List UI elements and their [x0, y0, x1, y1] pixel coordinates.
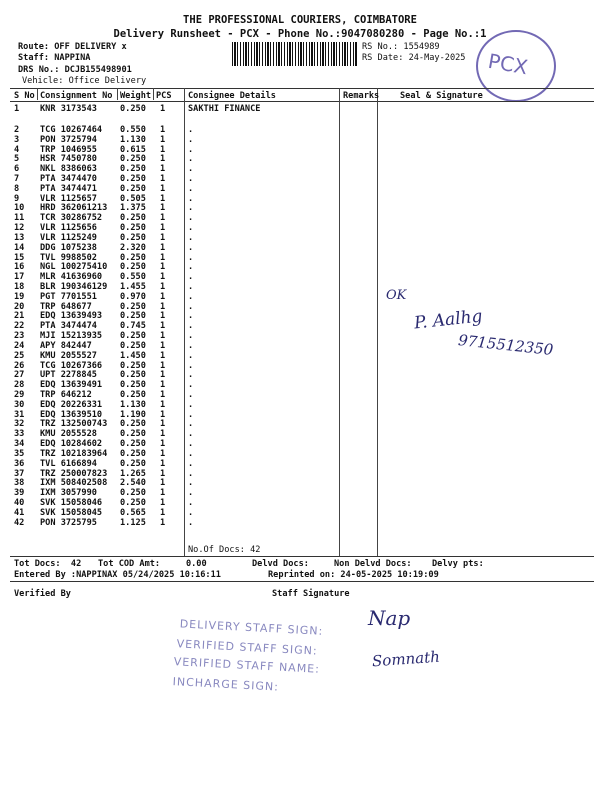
row-consignment-no: EDQ 20226331: [40, 399, 103, 410]
row-consignment-no: VLR 1125249: [40, 232, 97, 243]
row-consignee: .: [188, 203, 194, 214]
row-pcs: 1: [160, 232, 166, 243]
row-pcs: 1: [160, 164, 166, 175]
row-consignee: .: [188, 281, 194, 292]
row-weight: 0.550: [120, 272, 146, 283]
row-pcs: 1: [160, 488, 166, 499]
row-weight: 0.250: [120, 439, 146, 450]
row-consignee: .: [188, 331, 194, 341]
row-weight: 2.320: [120, 242, 146, 253]
row-pcs: 1: [160, 213, 166, 224]
row-weight: 0.250: [120, 213, 146, 224]
row-weight: 0.505: [120, 193, 146, 204]
row-weight: 0.615: [120, 144, 146, 155]
row-pcs: 1: [160, 409, 166, 420]
row-consignment-no: EDQ 13639491: [40, 380, 103, 391]
row-consignment-no: NGL 100275410: [40, 262, 108, 273]
row-weight: 0.250: [120, 380, 146, 391]
row-consignee: .: [188, 390, 194, 400]
col-divider: [37, 88, 38, 100]
row-weight: 0.250: [120, 370, 146, 381]
row-consignee: .: [188, 193, 194, 204]
row-pcs: 1: [160, 124, 166, 135]
row-consignee: .: [188, 242, 194, 253]
row-consignee: .: [188, 272, 194, 283]
staff-signature-label: Staff Signature: [272, 589, 350, 599]
row-consignment-no: DDG 1075238: [40, 242, 97, 253]
row-consignment-no: SVK 15058045: [40, 507, 103, 518]
row-consignee: .: [188, 301, 194, 312]
pcx-stamp: [476, 30, 556, 102]
row-sno: 23: [14, 331, 25, 341]
row-pcs: 1: [160, 498, 166, 508]
col-header-consignee: Consignee Details: [188, 91, 276, 101]
row-sno: 31: [14, 409, 25, 420]
stamp-line-incharge: INCHARGE SIGN:: [172, 675, 280, 694]
drs-number: DRS No.: DCJB155498901: [18, 65, 132, 75]
row-pcs: 1: [160, 321, 166, 332]
row-sno: 8: [14, 183, 20, 194]
row-consignment-no: EDQ 13639493: [40, 311, 103, 322]
row-weight: 1.130: [120, 134, 146, 145]
row-weight: 0.250: [120, 331, 146, 341]
entered-by: Entered By :NAPPINAX 05/24/2025 10:16:11: [14, 570, 221, 580]
row-consignment-no: EDQ 13639510: [40, 409, 103, 420]
tot-cod: Tot COD Amt: 0.00: [98, 559, 207, 569]
row-pcs: 1: [160, 193, 166, 204]
row-sno: 4: [14, 144, 20, 155]
row-consignment-no: TCR 30286752: [40, 213, 103, 224]
row-pcs: 1: [160, 360, 166, 371]
row-consignee: .: [188, 144, 194, 155]
row-weight: 0.250: [120, 301, 146, 312]
no-of-docs: No.Of Docs: 42: [188, 545, 261, 555]
row-pcs: 1: [160, 281, 166, 292]
row-sno: 11: [14, 213, 25, 224]
row-weight: 0.250: [120, 390, 146, 400]
row-sno: 39: [14, 488, 25, 499]
row-consignee: .: [188, 478, 194, 489]
row-consignment-no: NKL 8386063: [40, 164, 97, 175]
row-pcs: 1: [160, 380, 166, 391]
row-weight: 0.250: [120, 173, 146, 184]
row-pcs: 1: [160, 301, 166, 312]
row-consignee: .: [188, 468, 194, 479]
row-consignee: .: [188, 213, 194, 224]
row-sno: 33: [14, 429, 25, 440]
row-sno: 35: [14, 448, 25, 459]
row-consignment-no: PON 3725795: [40, 517, 97, 528]
row-consignee: .: [188, 340, 194, 351]
row-consignee: .: [188, 380, 194, 391]
row-sno: 37: [14, 468, 25, 479]
row-pcs: 1: [160, 203, 166, 214]
staff-signature-initials: Nap: [368, 606, 411, 630]
row-weight: 0.250: [120, 154, 146, 165]
row-consignment-no: KNR 3173543: [40, 104, 97, 114]
row-pcs: 1: [160, 448, 166, 459]
row-sno: 18: [14, 281, 25, 292]
footer-top-border: [10, 556, 594, 557]
row-weight: 0.250: [120, 164, 146, 175]
reprinted-on: Reprinted on: 24-05-2025 10:19:09: [268, 570, 439, 580]
row-pcs: 1: [160, 242, 166, 253]
row-consignment-no: PTA 3474474: [40, 321, 97, 332]
handwritten-signature: P. Aalhg: [413, 306, 484, 334]
non-delvd-docs: Non Delvd Docs:: [334, 559, 412, 569]
handwritten-ok: OK: [386, 288, 407, 303]
row-pcs: 1: [160, 144, 166, 155]
row-consignee: .: [188, 507, 194, 518]
row-weight: 0.250: [120, 360, 146, 371]
row-consignee: .: [188, 399, 194, 410]
row-pcs: 1: [160, 252, 166, 263]
row-weight: 0.250: [120, 488, 146, 499]
row-consignee: .: [188, 154, 194, 165]
row-consignee: .: [188, 252, 194, 263]
row-weight: 1.130: [120, 399, 146, 410]
row-sno: 40: [14, 498, 25, 508]
company-title: THE PROFESSIONAL COURIERS, COIMBATORE: [183, 14, 417, 26]
row-pcs: 1: [160, 104, 166, 114]
row-consignment-no: TRP 1046955: [40, 144, 97, 155]
row-pcs: 1: [160, 350, 166, 361]
row-pcs: 1: [160, 507, 166, 518]
row-consignee: .: [188, 448, 194, 459]
row-consignee: .: [188, 183, 194, 194]
row-consignment-no: UPT 2278845: [40, 370, 97, 381]
row-sno: 30: [14, 399, 25, 410]
row-sno: 21: [14, 311, 25, 322]
row-sno: 20: [14, 301, 25, 312]
row-pcs: 1: [160, 331, 166, 341]
row-sno: 3: [14, 134, 20, 145]
row-pcs: 1: [160, 439, 166, 450]
row-consignment-no: MLR 41636960: [40, 272, 103, 283]
row-sno: 25: [14, 350, 25, 361]
col-divider: [153, 88, 154, 100]
row-sno: 7: [14, 173, 20, 184]
col-divider: [339, 88, 340, 556]
row-consignee: .: [188, 124, 194, 135]
row-sno: 2: [14, 124, 20, 135]
row-sno: 6: [14, 164, 20, 175]
row-pcs: 1: [160, 183, 166, 194]
row-consignee: .: [188, 350, 194, 361]
row-weight: 2.540: [120, 478, 146, 489]
row-consignee: .: [188, 173, 194, 184]
row-weight: 0.970: [120, 291, 146, 302]
row-consignment-no: HRD 362061213: [40, 203, 108, 214]
route-text: Route: OFF DELIVERY x: [18, 42, 127, 52]
row-consignment-no: TRZ 102183964: [40, 448, 108, 459]
row-consignment-no: TCG 10267366: [40, 360, 103, 371]
row-sno: 5: [14, 154, 20, 165]
row-sno: 28: [14, 380, 25, 391]
vehicle-text: Vehicle: Office Delivery: [22, 76, 147, 86]
row-sno: 10: [14, 203, 25, 214]
row-consignee: .: [188, 311, 194, 322]
row-consignment-no: PTA 3474471: [40, 183, 97, 194]
row-consignee: .: [188, 134, 194, 145]
row-pcs: 1: [160, 173, 166, 184]
row-sno: 19: [14, 291, 25, 302]
row-weight: 1.190: [120, 409, 146, 420]
row-consignee: .: [188, 419, 194, 430]
col-divider: [117, 88, 118, 100]
row-weight: 1.265: [120, 468, 146, 479]
row-consignee: .: [188, 370, 194, 381]
row-weight: 0.565: [120, 507, 146, 518]
handwritten-phone: 9715512350: [457, 331, 555, 359]
row-consignment-no: IXM 3057990: [40, 488, 97, 499]
row-weight: 0.250: [120, 104, 146, 114]
row-consignment-no: KMU 2055528: [40, 429, 97, 440]
row-consignee: .: [188, 429, 194, 440]
row-pcs: 1: [160, 311, 166, 322]
row-pcs: 1: [160, 291, 166, 302]
row-weight: 0.250: [120, 223, 146, 233]
row-pcs: 1: [160, 223, 166, 233]
col-header-sno: S No: [14, 91, 35, 101]
col-header-weight: Weight: [120, 91, 152, 101]
row-weight: 0.550: [120, 124, 146, 135]
row-sno: 32: [14, 419, 25, 430]
row-pcs: 1: [160, 517, 166, 528]
footer-bottom-border: [10, 581, 594, 582]
row-consignment-no: TRP 646212: [40, 390, 92, 400]
row-weight: 1.455: [120, 281, 146, 292]
row-consignee: .: [188, 232, 194, 243]
row-weight: 0.250: [120, 232, 146, 243]
staff-signature-name: Somnath: [371, 647, 441, 671]
row-consignment-no: PTA 3474470: [40, 173, 97, 184]
row-pcs: 1: [160, 478, 166, 489]
row-consignment-no: HSR 7450780: [40, 154, 97, 165]
col-header-pcs: PCS: [156, 91, 172, 101]
row-consignee: .: [188, 360, 194, 371]
row-sno: 22: [14, 321, 25, 332]
row-sno: 29: [14, 390, 25, 400]
row-consignment-no: TRZ 132500743: [40, 419, 108, 430]
row-consignment-no: MJI 15213935: [40, 331, 103, 341]
row-weight: 0.250: [120, 340, 146, 351]
row-weight: 1.375: [120, 203, 146, 214]
row-sno: 36: [14, 458, 25, 469]
col-divider: [184, 88, 185, 556]
table-header-border: [10, 101, 594, 102]
row-sno: 17: [14, 272, 25, 283]
col-header-seal: Seal & Signature: [400, 91, 483, 101]
row-pcs: 1: [160, 429, 166, 440]
row-weight: 1.450: [120, 350, 146, 361]
delvd-docs: Delvd Docs:: [252, 559, 309, 569]
row-pcs: 1: [160, 399, 166, 410]
row-consignment-no: VLR 1125657: [40, 193, 97, 204]
row-sno: 13: [14, 232, 25, 243]
col-divider: [377, 88, 378, 556]
row-sno: 14: [14, 242, 25, 253]
row-consignee: .: [188, 223, 194, 233]
col-header-remarks: Remarks: [343, 91, 380, 101]
staff-text: Staff: NAPPINA: [18, 53, 91, 63]
row-consignment-no: BLR 190346129: [40, 281, 108, 292]
row-consignment-no: TCG 10267464: [40, 124, 103, 135]
row-consignment-no: IXM 508402508: [40, 478, 108, 489]
stamp-line-delivery: DELIVERY STAFF SIGN:: [179, 617, 324, 638]
row-weight: 0.250: [120, 262, 146, 273]
row-pcs: 1: [160, 340, 166, 351]
row-consignee: .: [188, 498, 194, 508]
row-consignment-no: TRZ 250007823: [40, 468, 108, 479]
row-consignee: .: [188, 164, 194, 175]
row-sno: 9: [14, 193, 20, 204]
barcode-image: [232, 42, 358, 66]
runsheet-subtitle: Delivery Runsheet - PCX - Phone No.:9047080280 - Page No.:1: [113, 28, 487, 40]
row-sno: 27: [14, 370, 25, 381]
row-consignee: .: [188, 409, 194, 420]
row-pcs: 1: [160, 370, 166, 381]
row-weight: 0.250: [120, 498, 146, 508]
row-weight: 0.250: [120, 311, 146, 322]
pcx-stamp-text: PCX: [486, 48, 530, 80]
row-consignment-no: TVL 9988502: [40, 252, 97, 263]
row-pcs: 1: [160, 458, 166, 469]
row-consignment-no: SVK 15058046: [40, 498, 103, 508]
table-top-border: [10, 88, 594, 89]
row-weight: 0.250: [120, 252, 146, 263]
row-consignment-no: PON 3725794: [40, 134, 97, 145]
row-consignee: .: [188, 488, 194, 499]
row-sno: 26: [14, 360, 25, 371]
col-header-consignment: Consignment No: [40, 91, 113, 101]
row-consignment-no: PGT 7701551: [40, 291, 97, 302]
row-pcs: 1: [160, 262, 166, 273]
row-consignment-no: VLR 1125656: [40, 223, 97, 233]
row-consignee: .: [188, 321, 194, 332]
row-consignee: .: [188, 439, 194, 450]
row-sno: 24: [14, 340, 25, 351]
row-pcs: 1: [160, 134, 166, 145]
row-pcs: 1: [160, 154, 166, 165]
row-pcs: 1: [160, 272, 166, 283]
stamp-line-verified-name: VERIFIED STAFF NAME:: [173, 655, 321, 676]
rs-date: RS Date: 24-May-2025: [362, 53, 466, 63]
stamp-line-verified-sign: VERIFIED STAFF SIGN:: [176, 637, 318, 658]
row-pcs: 1: [160, 390, 166, 400]
row-sno: 15: [14, 252, 25, 263]
row-sno: 12: [14, 223, 25, 233]
row-consignee: .: [188, 291, 194, 302]
row-weight: 0.250: [120, 429, 146, 440]
row-consignment-no: KMU 2055527: [40, 350, 97, 361]
tot-docs: Tot Docs: 42: [14, 559, 82, 569]
row-consignment-no: TVL 6166894: [40, 458, 97, 469]
row-consignee: .: [188, 517, 194, 528]
rs-number: RS No.: 1554989: [362, 42, 440, 52]
row-sno: 1: [14, 104, 20, 114]
row-sno: 34: [14, 439, 25, 450]
row-pcs: 1: [160, 468, 166, 479]
row-weight: 0.745: [120, 321, 146, 332]
verified-by-label: Verified By: [14, 589, 71, 599]
row-weight: 0.250: [120, 419, 146, 430]
row-sno: 16: [14, 262, 25, 273]
delvy-pts: Delvy pts:: [432, 559, 484, 569]
row-consignee: .: [188, 262, 194, 273]
row-pcs: 1: [160, 419, 166, 430]
row-weight: 0.250: [120, 448, 146, 459]
row-weight: 0.250: [120, 458, 146, 469]
staff-stamp: [170, 613, 364, 707]
row-sno: 42: [14, 517, 25, 528]
row-consignment-no: EDQ 10284602: [40, 439, 103, 450]
row-consignee: SAKTHI FINANCE: [188, 104, 261, 114]
row-weight: 0.250: [120, 183, 146, 194]
row-consignment-no: TRP 648677: [40, 301, 92, 312]
row-consignment-no: APY 842447: [40, 340, 92, 351]
row-consignee: .: [188, 458, 194, 469]
row-weight: 1.125: [120, 517, 146, 528]
row-sno: 38: [14, 478, 25, 489]
row-sno: 41: [14, 507, 25, 518]
